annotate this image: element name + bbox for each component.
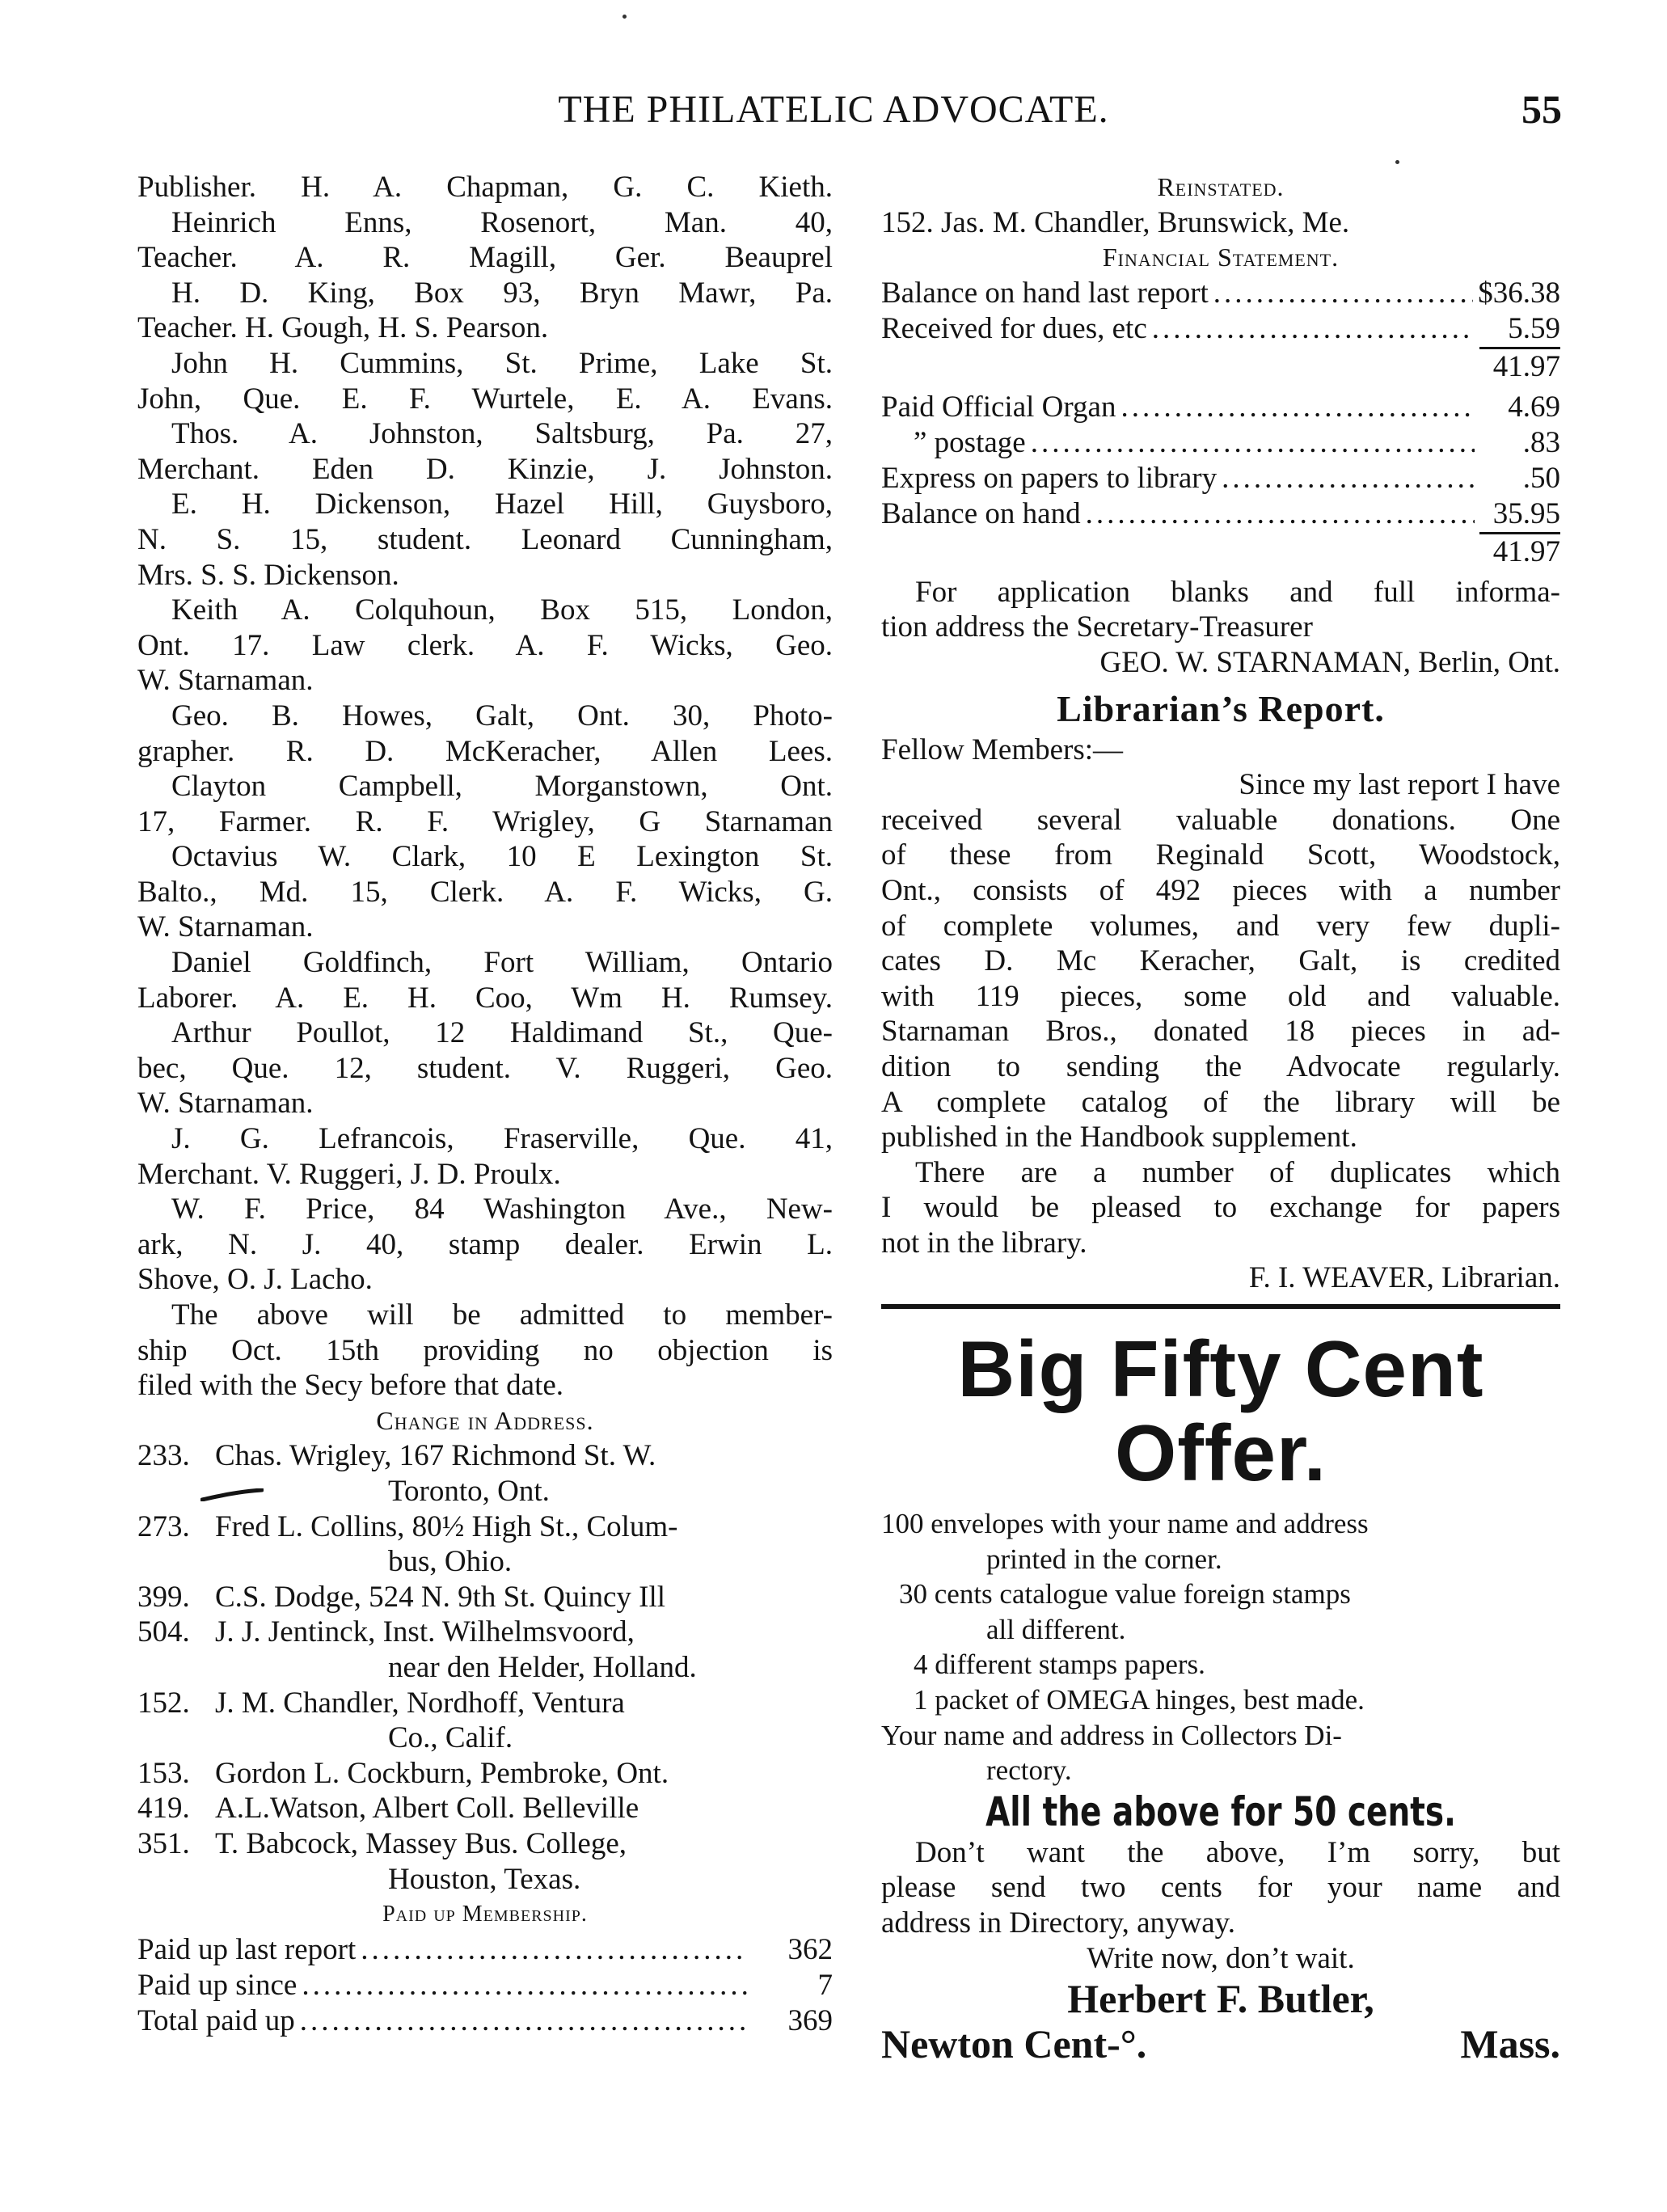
- applicant-line: Laborer. A. E. H. Coo, Wm H. Rumsey.: [137, 981, 833, 1015]
- report-line: A complete catalog of the library will be: [881, 1085, 1560, 1119]
- financial-statement-heading: Financial Statement.: [1102, 243, 1340, 272]
- table-row: [881, 276, 1560, 311]
- reinstated-heading: Reinstated.: [1157, 172, 1285, 201]
- applicant-line: bec, Que. 12, student. V. Ruggeri, Geo.: [137, 1051, 833, 1085]
- dot-leader: [1086, 496, 1475, 532]
- entry-text: T. Babcock, Massey Bus. College,: [215, 1826, 627, 1860]
- applicant-line: Mrs. S. S. Dickenson.: [137, 558, 399, 592]
- dot-leader: [302, 1968, 747, 2003]
- entry-continuation: bus, Ohio.: [388, 1545, 513, 1579]
- table-row: [881, 425, 1560, 461]
- row-label: Balance on hand last report: [881, 276, 1209, 310]
- applicant-line: J. G. Lefrancois, Fraserville, Que. 41,: [171, 1122, 833, 1156]
- entry-number: 233.: [137, 1439, 190, 1473]
- list-item: [137, 1509, 833, 1545]
- ad-item-continuation: all different.: [986, 1613, 1126, 1645]
- ad-item-continuation: rectory.: [986, 1754, 1072, 1787]
- applicant-line: W. Starnaman.: [137, 664, 314, 698]
- ad-item: 1 packet of OMEGA hinges, best made.: [914, 1684, 1365, 1716]
- entry-continuation: Co., Calif.: [388, 1721, 513, 1755]
- table-row: [881, 390, 1560, 425]
- financial-table: [881, 276, 1560, 570]
- entry-number: 419.: [137, 1792, 190, 1826]
- librarian-signature: F. I. WEAVER, Librarian.: [1248, 1261, 1560, 1295]
- dot-leader: [300, 2003, 747, 2039]
- applicant-line: W. F. Price, 84 Washington Ave., New-: [171, 1193, 833, 1226]
- applicant-line: Clayton Campbell, Morganstown, Ont.: [171, 770, 833, 804]
- dot-leader: [1031, 425, 1475, 461]
- applicant-line: 17, Farmer. R. F. Wrigley, G Starnaman: [137, 804, 833, 838]
- librarians-report-body: [881, 767, 1560, 1260]
- ad-price-banner: All the above for 50 cents.: [985, 1788, 1456, 1835]
- report-line: Ont., consists of 492 pieces with a number: [881, 873, 1560, 907]
- ad-item: 100 envelopes with your name and address: [881, 1508, 1369, 1540]
- running-header-title: THE PHILATELIC ADVOCATE.: [558, 88, 1109, 131]
- reinstated-entry: 152. Jas. M. Chandler, Brunswick, Me.: [881, 205, 1350, 239]
- report-line: of complete volumes, and very few dupli-: [881, 909, 1560, 943]
- advertisement: [881, 1324, 1560, 2067]
- applicant-line: Heinrich Enns, Rosenort, Man. 40,: [171, 205, 833, 239]
- table-row: [137, 2003, 833, 2039]
- ad-headline: Big Fifty Cent: [957, 1324, 1484, 1414]
- row-label: Paid up last report: [137, 1932, 357, 1966]
- change-of-address-heading: Change in Address.: [376, 1405, 594, 1435]
- applicant-line: W. Starnaman.: [137, 910, 314, 944]
- entry-number: 504.: [137, 1615, 190, 1649]
- applicant-line: Daniel Goldfinch, Fort William, Ontario: [171, 946, 833, 980]
- entry-continuation: near den Helder, Holland.: [388, 1650, 697, 1684]
- table-row: [881, 461, 1560, 496]
- applicant-line: N. S. 15, student. Leonard Cunningham,: [137, 522, 833, 556]
- ink-speck-icon: [622, 15, 627, 19]
- row-label: Paid up since: [137, 1968, 298, 2002]
- applicant-line: Teacher. A. R. Magill, Ger. Beauprel: [137, 241, 833, 275]
- list-item: [137, 1686, 833, 1721]
- entry-text: J. J. Jentinck, Inst. Wilhelmsvoord,: [215, 1615, 635, 1649]
- applicant-line: Shove, O. J. Lacho.: [137, 1263, 373, 1297]
- paid-up-membership-heading: Paid up Membership.: [382, 1902, 588, 1927]
- applicant-line: Keith A. Colquhoun, Box 515, London,: [171, 593, 833, 627]
- total-value: 41.97: [1492, 534, 1560, 568]
- list-item: [137, 1791, 833, 1826]
- report-line: There are a number of duplicates which: [915, 1155, 1560, 1189]
- table-row: [137, 1932, 833, 1968]
- entry-text: J. M. Chandler, Nordhoff, Ventura: [215, 1686, 625, 1720]
- report-line: cates D. Mc Keracher, Galt, is credited: [881, 944, 1560, 978]
- row-value: .50: [1522, 461, 1560, 495]
- report-line: published in the Handbook supplement.: [881, 1121, 1357, 1155]
- ad-write-now: Write now, don’t wait.: [1087, 1941, 1355, 1975]
- entry-number: 351.: [137, 1826, 190, 1860]
- application-note-line: For application blanks and full informa-: [915, 575, 1560, 609]
- applicants-list: [137, 170, 833, 1404]
- table-row: [137, 1968, 833, 2003]
- entry-continuation: Houston, Texas.: [388, 1862, 581, 1896]
- ink-speck-icon: [1395, 160, 1399, 164]
- ad-item-continuation: printed in the corner.: [986, 1543, 1222, 1575]
- list-item: [137, 1615, 833, 1650]
- entry-number: 153.: [137, 1756, 190, 1790]
- change-of-address-list: [137, 1438, 833, 1897]
- applicant-line: H. D. King, Box 93, Bryn Mawr, Pa.: [171, 276, 833, 310]
- applicant-line: John H. Cummins, St. Prime, Lake St.: [171, 346, 833, 380]
- ad-item: Your name and address in Collectors Di-: [881, 1719, 1342, 1751]
- advertiser-address: [881, 2021, 1560, 2066]
- paid-up-table: [137, 1932, 833, 2039]
- dot-leader: [1152, 311, 1475, 347]
- list-item: [137, 1826, 833, 1862]
- report-line: received several valuable donations. One: [881, 803, 1560, 837]
- list-item: [137, 1580, 833, 1615]
- subtotal-row: [881, 349, 1560, 385]
- dot-leader: [1120, 390, 1475, 425]
- applicant-line: Ont. 17. Law clerk. A. F. Wicks, Geo.: [137, 628, 833, 662]
- dot-leader: [361, 1932, 747, 1968]
- report-line: Since my last report I have: [1239, 768, 1560, 802]
- librarians-report-heading: Librarian’s Report.: [1057, 687, 1385, 729]
- report-line: with 119 pieces, some old and valuable.: [881, 979, 1560, 1013]
- report-line: not in the library.: [881, 1226, 1087, 1260]
- dot-leader: [1213, 276, 1473, 311]
- report-line: of these from Reginald Scott, Woodstock,: [881, 838, 1560, 872]
- row-value: 5.59: [1479, 311, 1560, 349]
- row-label: Total paid up: [137, 2003, 295, 2037]
- subtotal-value: 41.97: [1492, 349, 1560, 383]
- applicant-line: W. Starnaman.: [137, 1087, 314, 1121]
- applicant-line: Teacher. H. Gough, H. S. Pearson.: [137, 311, 549, 345]
- applicant-line: Thos. A. Johnston, Saltsburg, Pa. 27,: [171, 417, 833, 451]
- row-value: 362: [787, 1932, 833, 1966]
- report-line: I would be pleased to exchange for papers: [881, 1191, 1560, 1225]
- row-value: 7: [817, 1968, 833, 2002]
- page-number: 55: [1521, 87, 1562, 132]
- row-label: Received for dues, etc: [881, 311, 1147, 345]
- section-divider: [881, 1304, 1560, 1309]
- row-value: 4.69: [1508, 390, 1560, 424]
- ad-item: 4 different stamps papers.: [914, 1648, 1205, 1681]
- report-line: dition to sending the Advocate regularly.: [881, 1049, 1560, 1083]
- entry-text: A.L.Watson, Albert Coll. Belleville: [215, 1792, 639, 1826]
- ad-closing-line: please send two cents for your name and: [881, 1871, 1560, 1905]
- row-value: .83: [1522, 425, 1560, 459]
- list-item: [137, 1756, 833, 1792]
- secretary-name: GEO. W. STARNAMAN, Berlin, Ont.: [1099, 645, 1560, 679]
- entry-number: 273.: [137, 1509, 190, 1543]
- applicant-line: Balto., Md. 15, Clerk. A. F. Wicks, G.: [137, 875, 833, 909]
- total-row: [881, 534, 1560, 570]
- table-row: [881, 311, 1560, 349]
- entry-text: C.S. Dodge, 524 N. 9th St. Quincy Ill: [215, 1580, 666, 1614]
- applicant-line: ark, N. J. 40, stamp dealer. Erwin L.: [137, 1227, 833, 1261]
- row-value: 35.95: [1479, 496, 1560, 534]
- applicant-line: Geo. B. Howes, Galt, Ont. 30, Photo-: [171, 699, 833, 732]
- row-label: Balance on hand: [881, 496, 1081, 530]
- ad-closing-line: address in Directory, anyway.: [881, 1906, 1236, 1940]
- ad-headline: Offer.: [1115, 1408, 1327, 1498]
- left-column: [137, 170, 833, 2039]
- applicant-line: Merchant. Eden D. Kinzie, J. Johnston.: [137, 452, 833, 486]
- salutation: Fellow Members:—: [881, 732, 1124, 766]
- pen-mark-icon: [200, 1488, 264, 1501]
- ad-closing-line: Don’t want the above, I’m sorry, but: [915, 1835, 1560, 1869]
- advertiser-name: Herbert F. Butler,: [1067, 1976, 1374, 2022]
- row-value: 369: [787, 2003, 833, 2037]
- row-label: Express on papers to library: [881, 461, 1218, 495]
- entry-text: Fred L. Collins, 80½ High St., Colum-: [215, 1509, 678, 1543]
- applicant-line: Arthur Poullot, 12 Haldimand St., Que-: [171, 1016, 833, 1050]
- applicant-line: Octavius W. Clark, 10 E Lexington St.: [171, 840, 833, 874]
- admission-note-line: The above will be admitted to member-: [171, 1298, 833, 1332]
- row-value: $36.38: [1478, 276, 1560, 310]
- applicant-line: John, Que. E. F. Wurtele, E. A. Evans.: [137, 382, 833, 416]
- entry-continuation: Toronto, Ont.: [388, 1474, 550, 1508]
- advertiser-state: Mass.: [1460, 2021, 1560, 2067]
- applicant-line: Merchant. V. Ruggeri, J. D. Proulx.: [137, 1157, 561, 1191]
- admission-note-line: filed with the Secy before that date.: [137, 1369, 564, 1403]
- dot-leader: [1222, 461, 1475, 496]
- advertiser-city: Newton Cent‐°.: [881, 2021, 1147, 2067]
- report-line: Starnaman Bros., donated 18 pieces in ad-: [881, 1015, 1560, 1049]
- applicant-line: grapher. R. D. McKeracher, Allen Lees.: [137, 734, 833, 768]
- entry-number: 399.: [137, 1580, 190, 1614]
- row-label: Paid Official Organ: [881, 390, 1116, 424]
- entry-text: Chas. Wrigley, 167 Richmond St. W.: [215, 1439, 656, 1473]
- table-row: [881, 496, 1560, 534]
- entry-number: 152.: [137, 1686, 190, 1720]
- applicant-line: Publisher. H. A. Chapman, G. C. Kieth.: [137, 171, 833, 204]
- right-column: [881, 170, 1560, 2066]
- list-item: [137, 1438, 833, 1474]
- row-label: ” postage: [914, 425, 1026, 459]
- ad-item: 30 cents catalogue value foreign stamps: [899, 1578, 1351, 1610]
- applicant-line: E. H. Dickenson, Hazel Hill, Guysboro,: [171, 488, 833, 521]
- admission-note-line: ship Oct. 15th providing no objection is: [137, 1333, 833, 1367]
- application-note-line: tion address the Secretary-Treasurer: [881, 610, 1313, 644]
- entry-text: Gordon L. Cockburn, Pembroke, Ont.: [215, 1756, 669, 1790]
